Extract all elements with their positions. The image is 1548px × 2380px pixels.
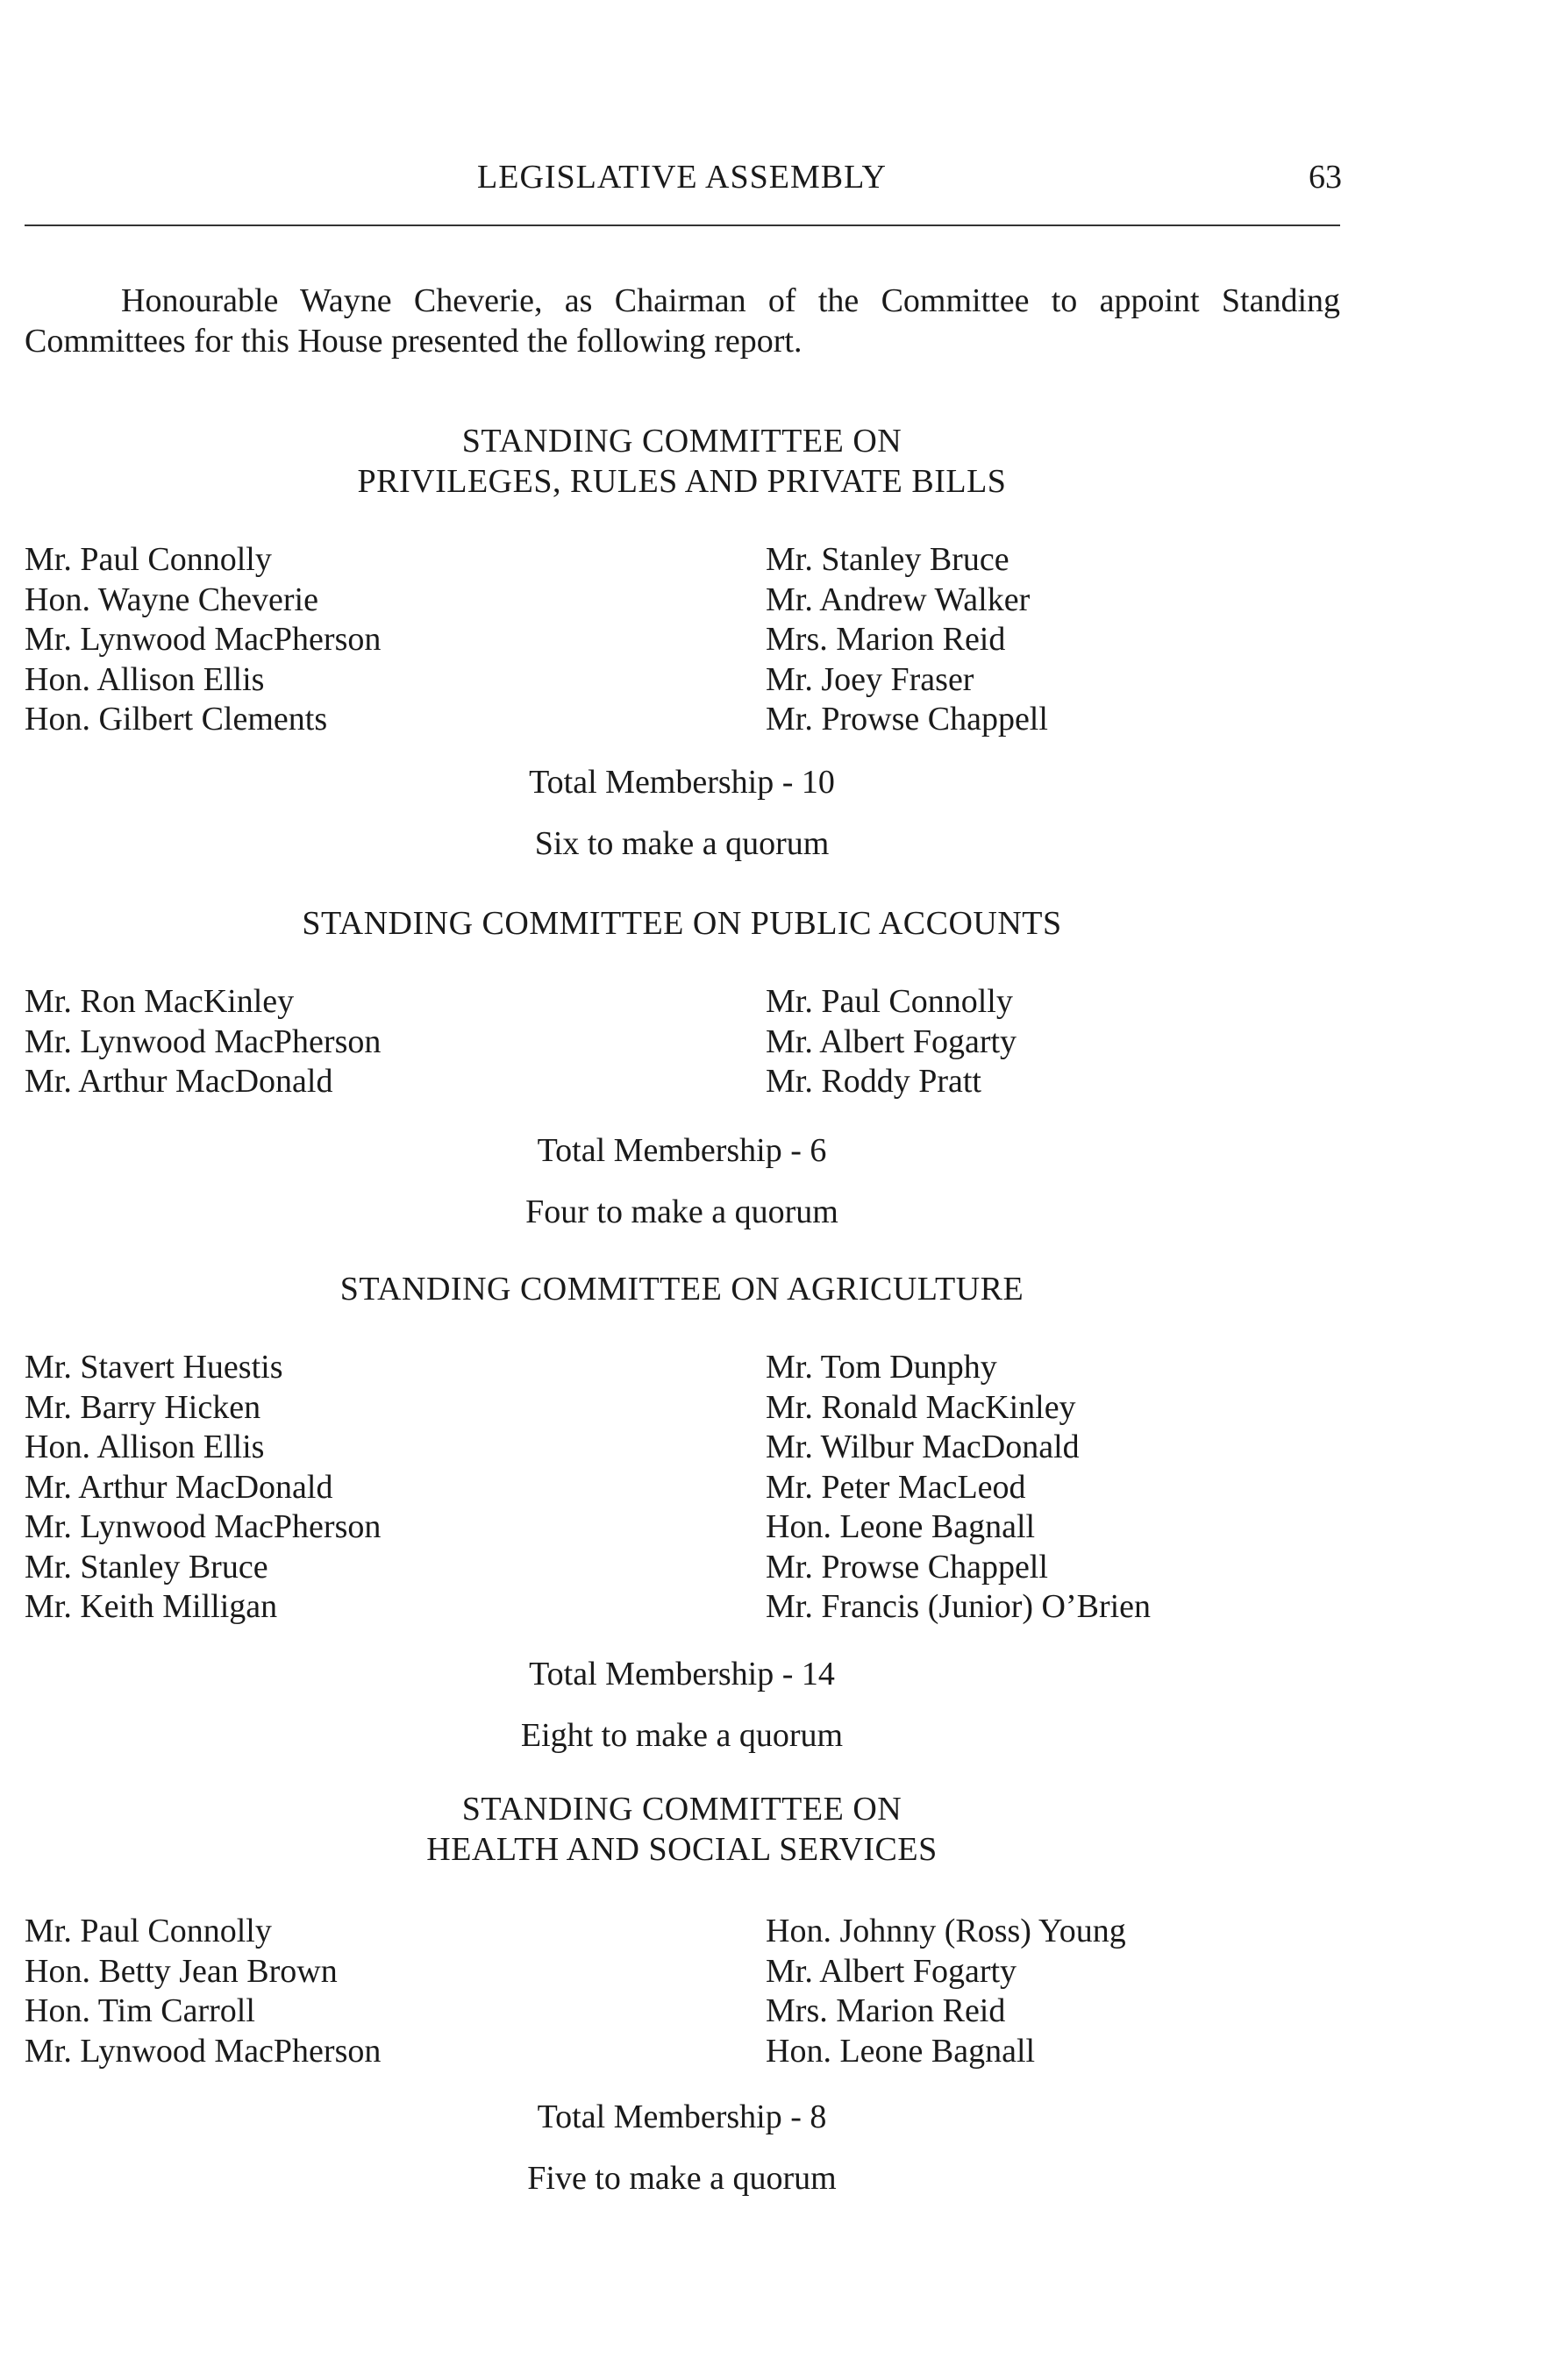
member-name: Hon. Tim Carroll [25, 1992, 255, 2029]
member-column-left [25, 540, 381, 740]
committee-heading-line: STANDING COMMITTEE ON [461, 1791, 902, 1828]
member-name: Mr. Keith Milligan [25, 1588, 278, 1625]
committee-heading-line: STANDING COMMITTEE ON [461, 423, 902, 460]
member-name: Mr. Albert Fogarty [766, 1952, 1017, 1990]
member-name: Mr. Stavert Huestis [25, 1349, 283, 1386]
member-name: Mr. Arthur MacDonald [25, 1063, 333, 1100]
member-column-right [766, 982, 1017, 1102]
member-column-right [766, 540, 1048, 740]
member-name: Hon. Allison Ellis [25, 660, 265, 698]
member-name: Mr. Paul Connolly [25, 541, 272, 578]
committee-agriculture [0, 1269, 1364, 1625]
member-name: Hon. Leone Bagnall [766, 2032, 1036, 2070]
committee-heading [0, 1269, 1364, 1309]
committee-heading-line: STANDING COMMITTEE ON PUBLIC ACCOUNTS [302, 905, 1062, 942]
running-header: LEGISLATIVE ASSEMBLY [477, 159, 887, 196]
total-membership: Total Membership - 8 [537, 2099, 827, 2135]
member-name: Mrs. Marion Reid [766, 621, 1006, 658]
page-number: 63 [1309, 159, 1342, 196]
total-membership: Total Membership - 6 [537, 1132, 827, 1169]
member-name: Hon. Gilbert Clements [25, 701, 328, 738]
member-name: Mr. Lynwood MacPherson [25, 1508, 382, 1545]
total-membership: Total Membership - 14 [529, 1656, 835, 1692]
committee-heading [0, 421, 1364, 502]
quorum-note: Six to make a quorum [534, 825, 830, 862]
header-rule [25, 224, 1340, 226]
member-name: Mr. Joey Fraser [766, 660, 974, 698]
member-name: Mr. Ron MacKinley [25, 983, 295, 1020]
member-name: Hon. Leone Bagnall [766, 1508, 1036, 1545]
member-name: Hon. Johnny (Ross) Young [766, 1913, 1126, 1949]
member-name: Mr. Stanley Bruce [25, 1548, 268, 1585]
member-column-right [766, 1912, 1126, 2071]
member-name: Mr. Lynwood MacPherson [25, 2032, 382, 2070]
member-name: Mr. Arthur MacDonald [25, 1468, 333, 1506]
member-name: Hon. Betty Jean Brown [25, 1952, 338, 1990]
member-name: Mr. Prowse Chappell [766, 1548, 1048, 1585]
member-name: Mr. Albert Fogarty [766, 1023, 1017, 1060]
member-name: Mr. Tom Dunphy [766, 1349, 997, 1386]
member-column-left [25, 1348, 381, 1628]
member-name: Mr. Lynwood MacPherson [25, 1023, 382, 1060]
quorum-note: Four to make a quorum [525, 1194, 838, 1230]
member-name: Mr. Paul Connolly [25, 1913, 272, 1949]
member-column-left [25, 982, 381, 1102]
committee-heading-line: PRIVILEGES, RULES AND PRIVATE BILLS [357, 463, 1007, 500]
intro-paragraph: Honourable Wayne Cheverie, as Chairman of the Committee to appoint Standing Committees for this House presented the following report. [25, 282, 1340, 360]
member-name: Hon. Allison Ellis [25, 1429, 265, 1465]
committee-heading-line: STANDING COMMITTEE ON AGRICULTURE [339, 1271, 1024, 1308]
member-name: Mr. Peter MacLeod [766, 1468, 1026, 1506]
member-name: Mr. Paul Connolly [766, 983, 1013, 1020]
committee-health-social-services [0, 1789, 1364, 2070]
member-name: Mr. Lynwood MacPherson [25, 621, 382, 658]
member-name: Mr. Prowse Chappell [766, 701, 1048, 738]
member-name: Mr. Francis (Junior) O’Brien [766, 1588, 1152, 1625]
member-name: Mr. Stanley Bruce [766, 541, 1009, 578]
member-name: Mr. Andrew Walker [766, 581, 1031, 618]
member-name: Mr. Roddy Pratt [766, 1063, 981, 1100]
committee-heading [0, 1789, 1364, 1870]
member-column-left [25, 1912, 381, 2071]
member-name: Mrs. Marion Reid [766, 1992, 1006, 2029]
quorum-note: Eight to make a quorum [520, 1717, 844, 1754]
total-membership: Total Membership - 10 [529, 764, 835, 801]
committee-privileges [0, 421, 1364, 738]
committee-heading [0, 903, 1364, 944]
committee-public-accounts [0, 903, 1364, 1100]
member-name: Hon. Wayne Cheverie [25, 581, 318, 618]
member-name: Mr. Ronald MacKinley [766, 1388, 1076, 1426]
member-column-right [766, 1348, 1151, 1628]
member-name: Mr. Wilbur MacDonald [766, 1429, 1080, 1465]
quorum-note: Five to make a quorum [527, 2160, 837, 2197]
committee-heading-line: HEALTH AND SOCIAL SERVICES [426, 1831, 938, 1868]
member-name: Mr. Barry Hicken [25, 1388, 261, 1426]
